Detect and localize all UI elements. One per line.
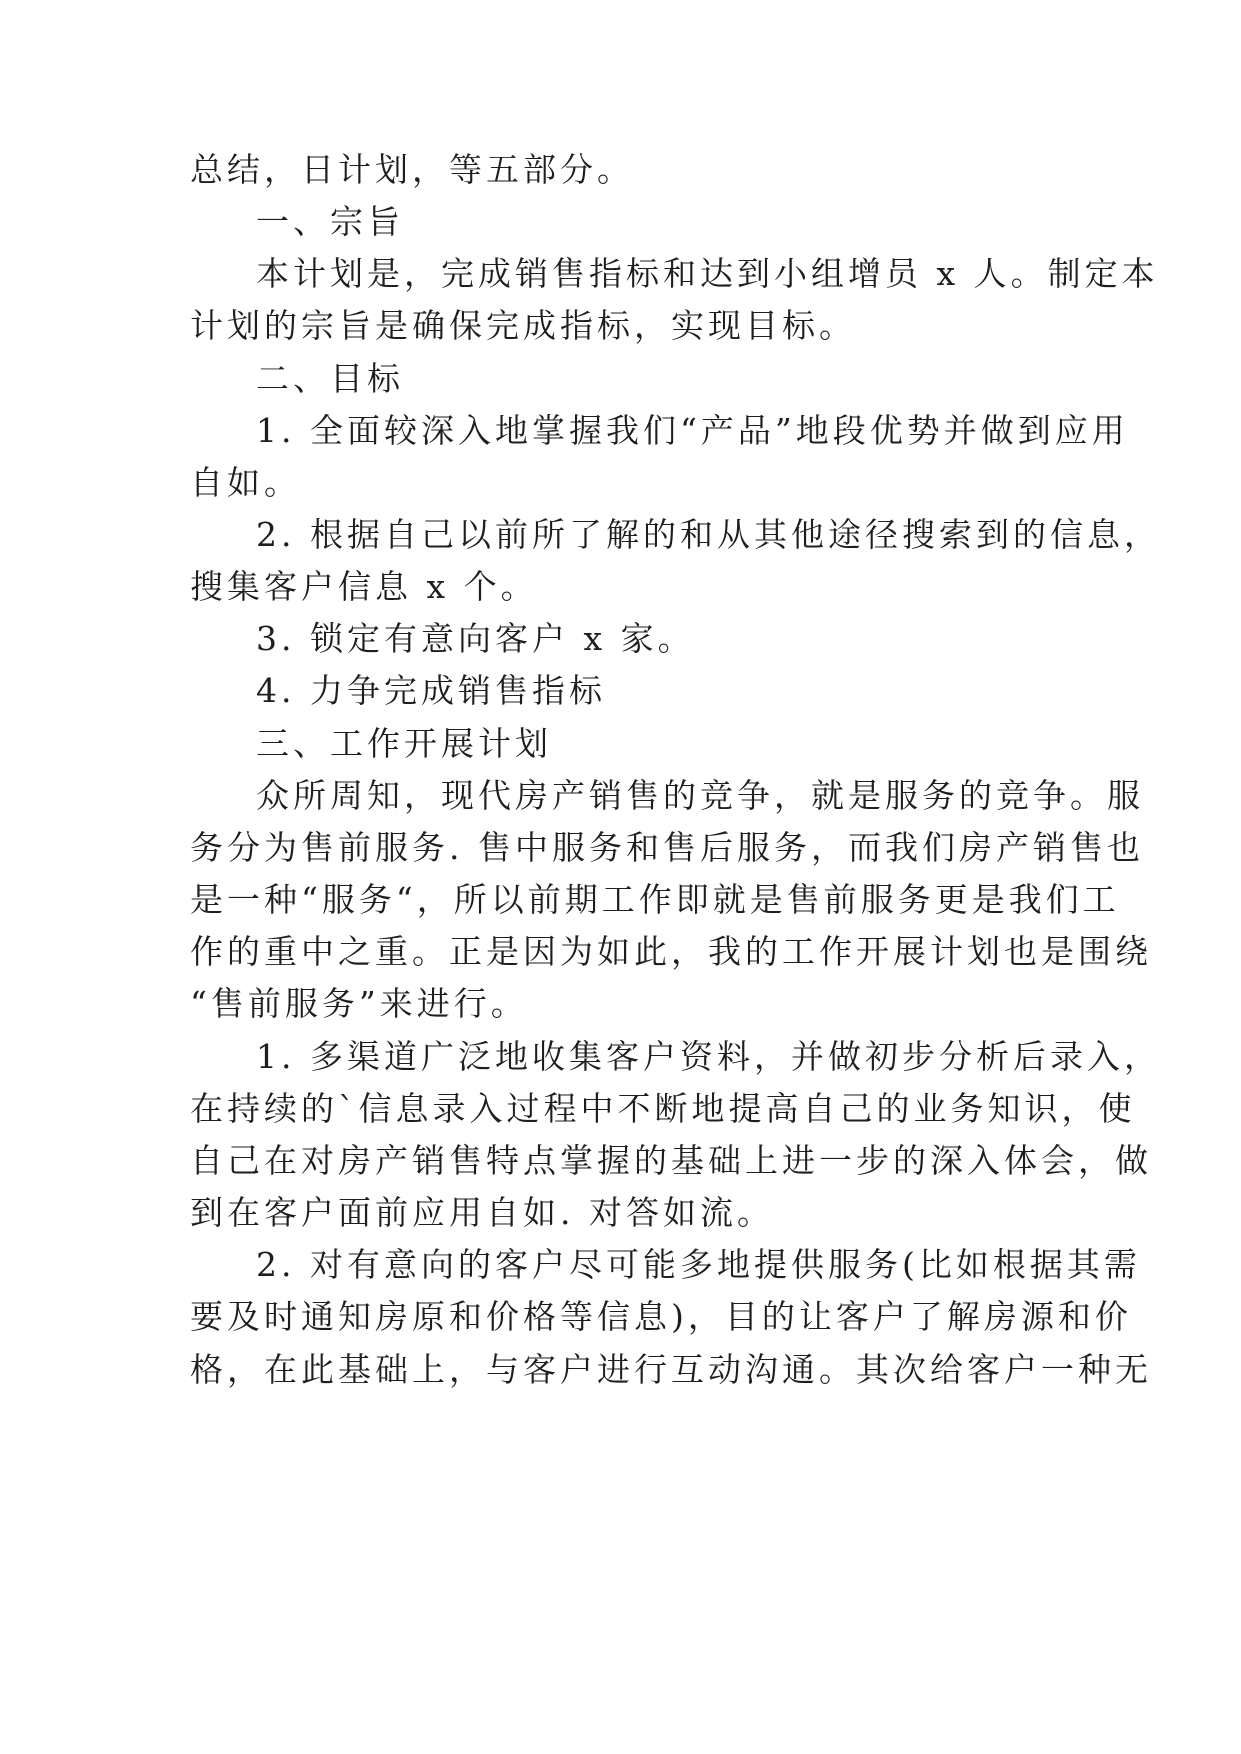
paragraph-line: 务分为售前服务. 售中服务和售后服务，而我们房产销售也 bbox=[190, 828, 1144, 867]
list-item: 2. 对有意向的客户尽可能多地提供服务(比如根据其需 bbox=[256, 1245, 1141, 1284]
list-item-continuation: 要及时通知房原和价格等信息)，目的让客户了解房源和价 bbox=[190, 1297, 1132, 1336]
text-line: 总结，日计划，等五部分。 bbox=[190, 150, 634, 189]
section-heading: 一、宗旨 bbox=[256, 202, 404, 241]
paragraph-line: 计划的宗旨是确保完成指标，实现目标。 bbox=[190, 306, 856, 345]
list-item: 2. 根据自己以前所了解的和从其他途径搜索到的信息， bbox=[256, 515, 1161, 554]
list-item-continuation: 搜集客户信息 x 个。 bbox=[190, 567, 538, 606]
list-item-continuation: 自己在对房产销售特点掌握的基础上进一步的深入体会，做 bbox=[190, 1141, 1152, 1180]
list-item-continuation: 自如。 bbox=[190, 463, 301, 502]
list-item-continuation: 到在客户面前应用自如. 对答如流。 bbox=[190, 1193, 774, 1232]
list-item-continuation: 格，在此基础上，与客户进行互动沟通。其次给客户一种无 bbox=[190, 1350, 1152, 1389]
list-item: 3. 锁定有意向客户 x 家。 bbox=[256, 619, 695, 658]
list-item: 1. 多渠道广泛地收集客户资料，并做初步分析后录入， bbox=[256, 1037, 1161, 1076]
section-heading: 三、工作开展计划 bbox=[256, 724, 552, 763]
list-item: 4. 力争完成销售指标 bbox=[256, 671, 606, 710]
section-heading: 二、目标 bbox=[256, 359, 404, 398]
paragraph-line: 作的重中之重。正是因为如此，我的工作开展计划也是围绕 bbox=[190, 932, 1152, 971]
paragraph-line: 是一种“服务“，所以前期工作即就是售前服务更是我们工 bbox=[190, 880, 1120, 919]
paragraph-line: 本计划是，完成销售指标和达到小组增员 x 人。制定本 bbox=[256, 254, 1159, 293]
paragraph-line: “售前服务”来进行。 bbox=[190, 984, 528, 1023]
list-item: 1. 全面较深入地掌握我们“产品”地段优势并做到应用 bbox=[256, 411, 1129, 450]
list-item-continuation: 在持续的`信息录入过程中不断地提高自己的业务知识，使 bbox=[190, 1089, 1136, 1128]
paragraph-line: 众所周知，现代房产销售的竞争，就是服务的竞争。服 bbox=[256, 776, 1144, 815]
